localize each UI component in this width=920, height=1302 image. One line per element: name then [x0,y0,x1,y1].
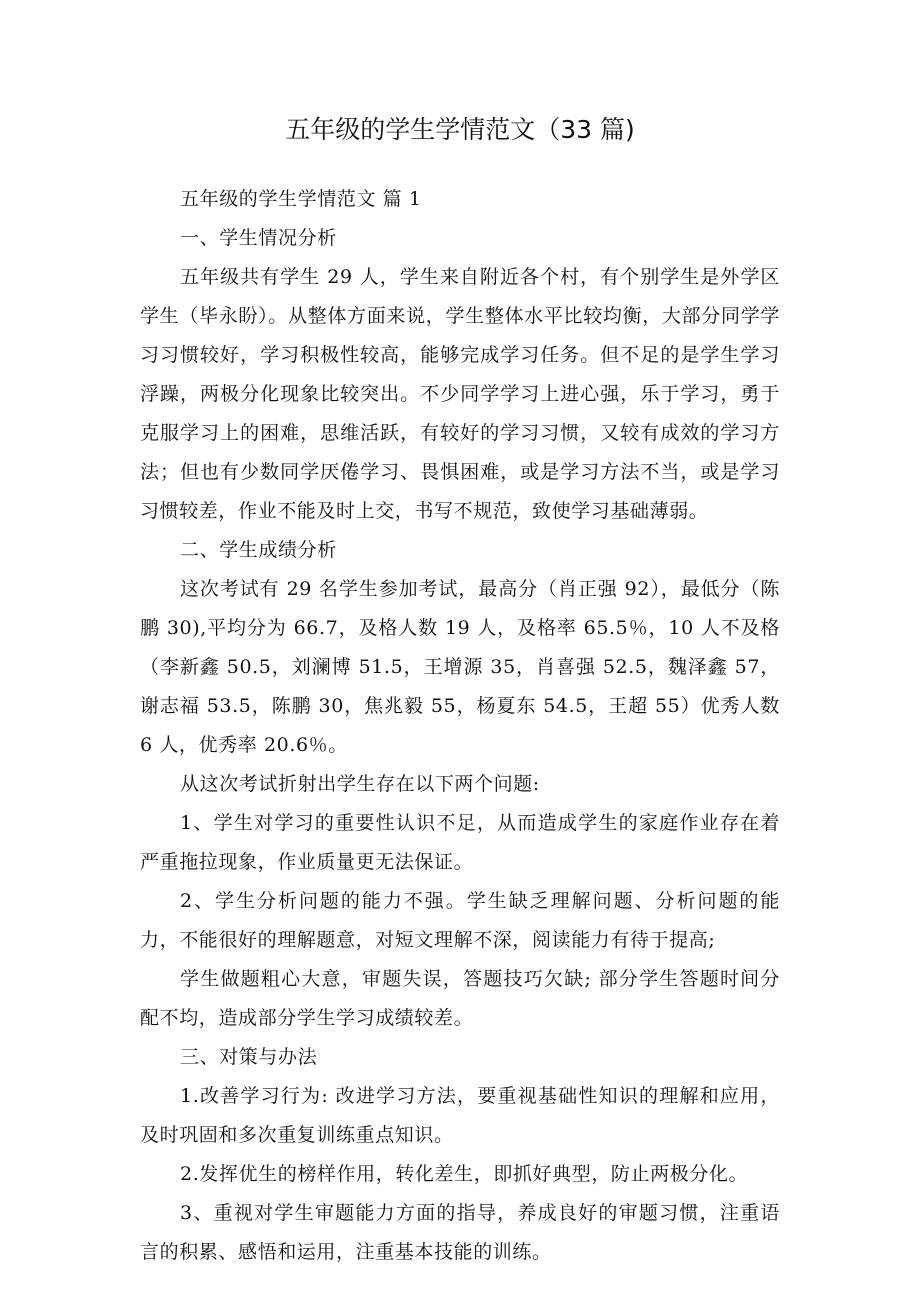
paragraph-problem-2-continued: 学生做题粗心大意，审题失误，答题技巧欠缺; 部分学生答题时间分配不均，造成部分学生学习成绩较差。 [140,968,780,1029]
document-title: 五年级的学生学情范文（33 篇) [285,115,635,144]
paragraph-problems-intro: 从这次考试折射出学生存在以下两个问题: [180,773,540,795]
list-item-problem-1: 1、学生对学习的重要性认识不足，从而造成学生的家庭作业存在着严重拖拉现象，作业质量更无法保证。 [140,812,780,873]
list-item-measure-1: 1.改善学习行为: 改进学习方法，要重视基础性知识的理解和应用，及时巩固和多次重复训练重点知识。 [140,1085,780,1146]
section-heading-measures: 三、对策与办法 [180,1046,318,1068]
section-heading-student-situation: 一、学生情况分析 [180,227,337,249]
paragraph-score-analysis: 这次考试有 29 名学生参加考试，最高分（肖正强 92），最低分（陈鹏 30),平均分为 66.7，及格人数 19 人，及格率 65.5％，10 人不及格（李新鑫 50.5，刘澜博 51.5，王增源 35，肖喜强 52.5，魏泽鑫 57，谢志福 53.5，陈鹏 30，焦兆毅 55，杨夏东 54.5，王超 55）优秀人数 6 人，优秀率 20.6％。 [140,578,780,756]
paragraph-student-situation: 五年级共有学生 29 人，学生来自附近各个村，有个别学生是外学区学生（毕永盼）。从整体方面来说，学生整体水平比较均衡，大部分同学学习习惯较好，学习积极性较高，能够完成学习任务。但不足的是学生学习浮躁，两极分化现象比较突出。不少同学学习上进心强，乐于学习，勇于克服学习上的困难，思维活跃，有较好的学习习惯，又较有成效的学习方法；但也有少数同学厌倦学习、畏惧困难，或是学习方法不当，或是学习习惯较差，作业不能及时上交，书写不规范，致使学习基础薄弱。 [140,266,780,522]
list-item-measure-3: 3、重视对学生审题能力方面的指导，养成良好的审题习惯，注重语言的积累、感悟和运用，注重基本技能的训练。 [140,1202,780,1263]
document-body [140,180,780,1272]
section-heading-article-1: 五年级的学生学情范文 篇 1 [180,188,422,210]
list-item-problem-2: 2、学生分析问题的能力不强。学生缺乏理解问题、分析问题的能力，不能很好的理解题意，对短文理解不深，阅读能力有待于提高; [140,890,780,951]
list-item-measure-2: 2.发挥优生的榜样作用，转化差生，即抓好典型，防止两极分化。 [180,1163,749,1185]
section-heading-score-analysis: 二、学生成绩分析 [180,539,337,561]
